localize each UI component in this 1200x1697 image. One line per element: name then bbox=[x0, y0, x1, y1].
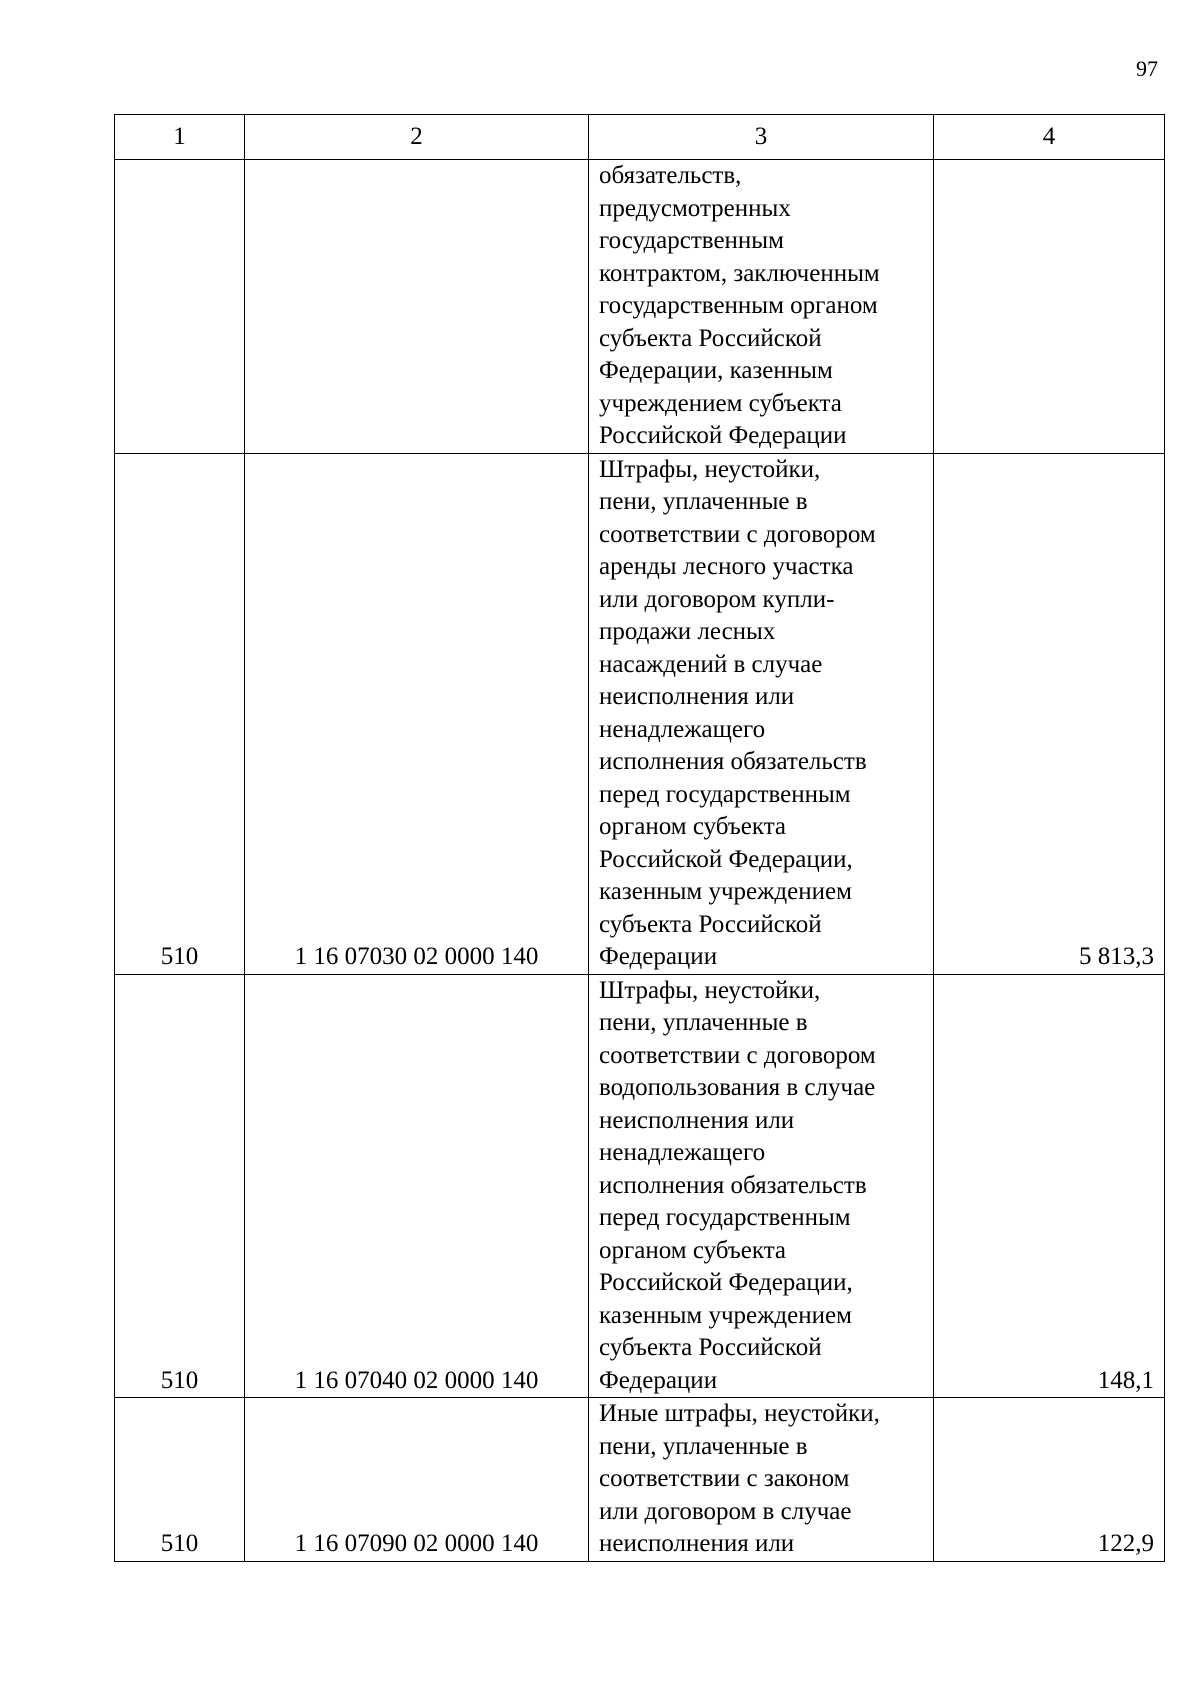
row-code-cell: 510 bbox=[115, 453, 245, 974]
table-header-row bbox=[115, 115, 1165, 160]
description-line: пени, уплаченные в bbox=[599, 1009, 808, 1036]
row-code-cell: 510 bbox=[115, 974, 245, 1398]
description-line: неисполнения или bbox=[599, 1106, 795, 1134]
description-line: перед государственным bbox=[599, 1204, 851, 1231]
row-amount-cell bbox=[934, 160, 1165, 454]
description-line: казенным учреждением bbox=[599, 878, 852, 905]
header-col-3: 3 bbox=[589, 115, 934, 160]
description-line: контрактом, заключенным bbox=[599, 259, 880, 287]
description-line: Иные штрафы, неустойки, bbox=[599, 1400, 880, 1427]
row-amount-cell: 122,9 bbox=[934, 1398, 1165, 1562]
description-line: неисполнения или bbox=[599, 1530, 795, 1557]
description-line: субъекта Российской bbox=[599, 910, 822, 938]
description-line: ненадлежащего bbox=[599, 715, 766, 743]
description-line: Российской Федерации bbox=[599, 422, 847, 449]
description-line: или договором в случае bbox=[599, 1497, 852, 1525]
description-line: предусмотренных bbox=[599, 194, 791, 222]
header-col-4: 4 bbox=[934, 115, 1165, 160]
description-line: государственным органом bbox=[599, 292, 878, 319]
row-classification-code-cell: 1 16 07030 02 0000 140 bbox=[245, 453, 589, 974]
table-row bbox=[115, 974, 1165, 1398]
row-description-cell bbox=[589, 1398, 934, 1562]
description-line: или договором купли- bbox=[599, 585, 835, 613]
description-line: государственным bbox=[599, 227, 784, 254]
row-amount-cell: 148,1 bbox=[934, 974, 1165, 1398]
description-line: органом субъекта bbox=[599, 1236, 787, 1264]
row-classification-code-cell: 1 16 07090 02 0000 140 bbox=[245, 1398, 589, 1562]
description-line: учреждением субъекта bbox=[599, 389, 842, 417]
description-line: Штрафы, неустойки, bbox=[599, 455, 821, 483]
table-row bbox=[115, 453, 1165, 974]
table-body bbox=[115, 160, 1165, 1562]
description-line: органом субъекта bbox=[599, 813, 787, 840]
row-code-cell: 510 bbox=[115, 1398, 245, 1562]
description-line: пени, уплаченные в bbox=[599, 1432, 808, 1460]
description-line: Федерации bbox=[599, 943, 718, 970]
row-code-cell bbox=[115, 160, 245, 454]
description-line: продажи лесных bbox=[599, 618, 776, 645]
header-col-2: 2 bbox=[245, 115, 589, 160]
description-line: субъекта Российской bbox=[599, 1334, 822, 1361]
description-line: соответствии с договором bbox=[599, 1041, 876, 1069]
row-classification-code-cell: 1 16 07040 02 0000 140 bbox=[245, 974, 589, 1398]
table-row bbox=[115, 1398, 1165, 1562]
description-line: казенным учреждением bbox=[599, 1301, 852, 1329]
description-line: неисполнения или bbox=[599, 683, 795, 710]
description-line: Российской Федерации, bbox=[599, 845, 853, 873]
description-line: Штрафы, неустойки, bbox=[599, 976, 821, 1004]
row-description-cell bbox=[589, 160, 934, 454]
row-amount-cell: 5 813,3 bbox=[934, 453, 1165, 974]
description-line: соответствии с договором bbox=[599, 520, 876, 548]
description-line: субъекта Российской bbox=[599, 324, 822, 352]
description-line: пени, уплаченные в bbox=[599, 488, 808, 515]
description-line: ненадлежащего bbox=[599, 1139, 766, 1166]
header-col-1: 1 bbox=[115, 115, 245, 160]
description-line: исполнения обязательств bbox=[599, 1171, 867, 1199]
page-number: 97 bbox=[1136, 56, 1158, 81]
row-description-cell bbox=[589, 453, 934, 974]
budget-table bbox=[114, 114, 1165, 1562]
table-row bbox=[115, 160, 1165, 454]
description-line: исполнения обязательств bbox=[599, 748, 867, 775]
description-line: обязательств, bbox=[599, 162, 742, 189]
description-line: насаждений в случае bbox=[599, 650, 823, 678]
description-line: аренды лесного участка bbox=[599, 553, 854, 580]
description-line: Федерации, казенным bbox=[599, 357, 833, 384]
description-line: Федерации bbox=[599, 1366, 718, 1394]
description-line: водопользования в случае bbox=[599, 1074, 876, 1101]
row-classification-code-cell bbox=[245, 160, 589, 454]
description-line: соответствии с законом bbox=[599, 1465, 850, 1492]
description-line: перед государственным bbox=[599, 780, 851, 808]
description-line: Российской Федерации, bbox=[599, 1269, 853, 1296]
row-description-cell bbox=[589, 974, 934, 1398]
